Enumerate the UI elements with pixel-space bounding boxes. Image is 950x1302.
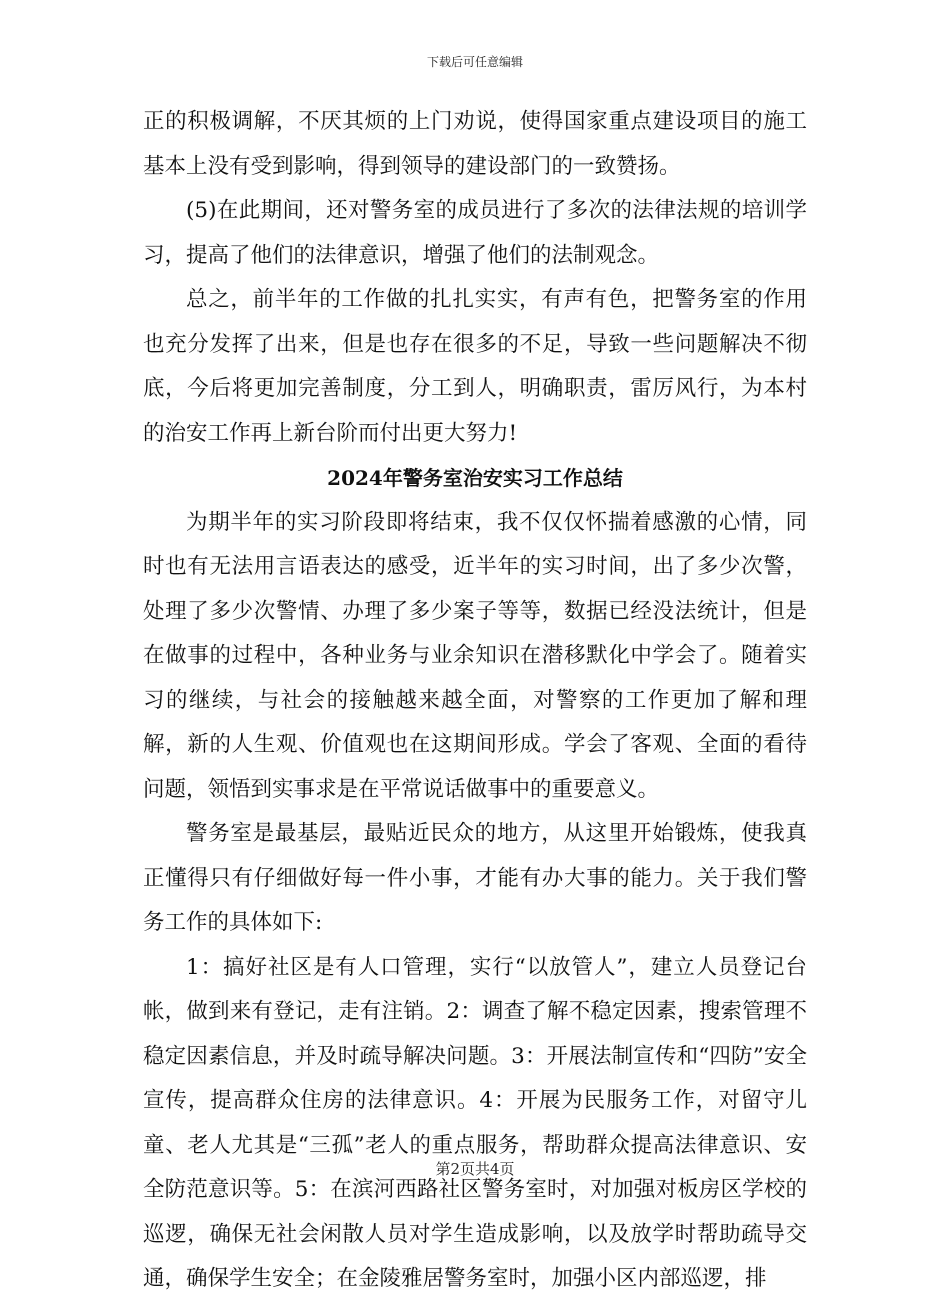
paragraph-3: 总之，前半年的工作做的扎扎实实，有声有色，把警务室的作用也充分发挥了出来，但是也存在很多的不足，导致一些问题解决不彻底，今后将更加完善制度，分工到人，明确职责，雷厉风行，为本村的治安工作再上新台阶而付出更大努力! <box>143 287 807 446</box>
section-paragraph-3: 1：搞好社区是有人口管理，实行“以放管人”，建立人员登记台帐，做到来有登记，走有注销。2：调查了解不稳定因素，搜索管理不稳定因素信息，并及时疏导解决问题。3：开展法制宣传和“四防”安全宣传，提高群众住房的法律意识。4：开展为民服务工作，对留守儿童、老人尤其是“三孤”老人的重点服务，帮助群众提高法律意识、安全防范意识等。5：在滨河西路社区警务室时，对加强对板房区学校的巡逻，确保无社会闲散人员对学生造成影响，以及放学时帮助疏导交通，确保学生安全；在金陵雅居警务室时，加强小区内部巡逻，排 <box>143 954 807 1291</box>
page-footer: 第2页共4页 <box>435 1160 515 1178</box>
section-title: 2024年警务室治安实习工作总结 <box>327 466 623 490</box>
section-paragraph-1: 为期半年的实习阶段即将结束，我不仅仅怀揣着感激的心情，同时也有无法用言语表达的感受，近半年的实习时间，出了多少次警，处理了多少次警情、办理了多少案子等等，数据已经没法统计，但是在做事的过程中，各种业务与业余知识在潜移默化中学会了。随着实习的继续，与社会的接触越来越全面，对警察的工作更加了解和理解，新的人生观、价值观也在这期间形成。学会了客观、全面的看待问题，领悟到实事求是在平常说话做事中的重要意义。 <box>143 509 807 802</box>
document-body <box>143 100 807 1302</box>
paragraph-1: 正的积极调解，不厌其烦的上门劝说，使得国家重点建设项目的施工基本上没有受到影响，得到领导的建设部门的一致赞扬。 <box>143 109 807 179</box>
page-header: 下载后可任意编辑 <box>426 55 523 69</box>
paragraph-2: (5)在此期间，还对警务室的成员进行了多次的法律法规的培训学习，提高了他们的法律意识，增强了他们的法制观念。 <box>143 198 807 268</box>
section-paragraph-2: 警务室是最基层，最贴近民众的地方，从这里开始锻炼，使我真正懂得只有仔细做好每一件小事，才能有办大事的能力。关于我们警务工作的具体如下: <box>143 821 807 935</box>
